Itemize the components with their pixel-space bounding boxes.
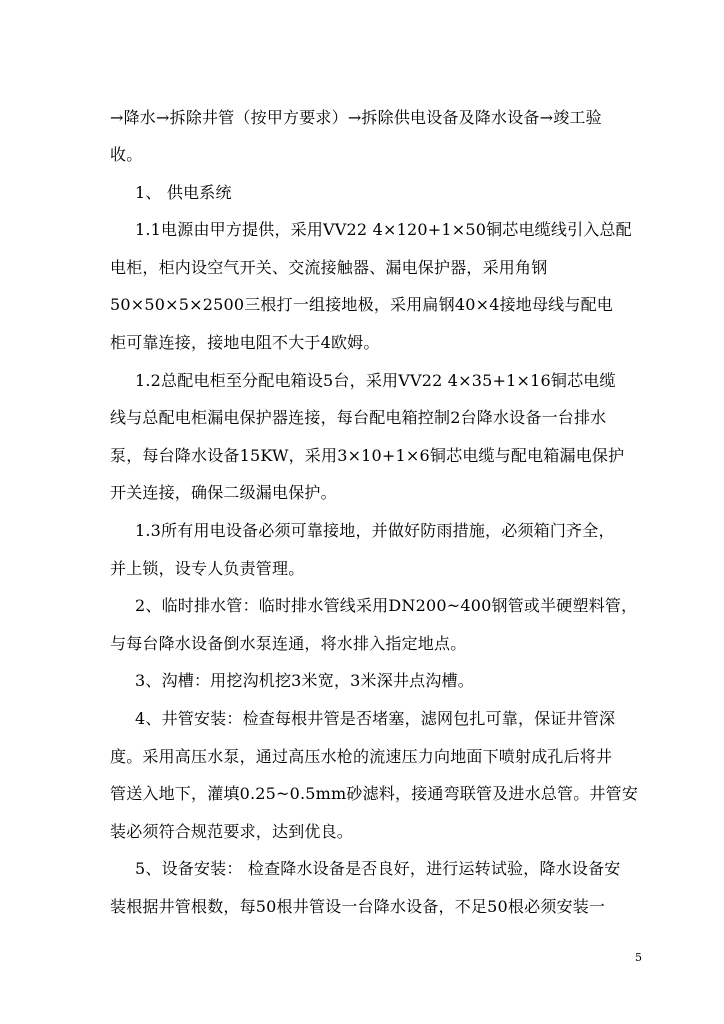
text-line: 50×50×5×2500三根打一组接地极，采用扁钢40×4接地母线与配电 [110,295,613,314]
text-line: 与每台降水设备倒水泵连通，将水排入指定地点。 [110,634,467,653]
text-line: 3、沟槽：用挖沟机挖3米宽，3米深井点沟槽。 [135,671,474,690]
text-line: 柜可靠连接，接地电阻不大于4欧姆。 [110,333,380,352]
text-line: 装必须符合规范要求，达到优良。 [110,822,354,841]
text-line: 度。采用高压水泵，通过高压水枪的流速压力向地面下喷射成孔后将井 [110,747,613,766]
text-line: 装根据井管根数，每50根井管设一台降水设备，不足50根必须安装一 [110,897,606,916]
text-line: 开关连接，确保二级漏电保护。 [110,483,337,502]
text-line: 并上锁，设专人负责管理。 [110,559,305,578]
page-number: 5 [635,951,642,964]
text-line: 4、井管安装：检查每根井管是否堵塞，滤网包扎可靠，保证井管深 [135,709,616,728]
text-line: →降水→拆除井管（按甲方要求）→拆除供电设备及降水设备→竣工验 [110,108,602,127]
text-line: 管送入地下，灌填0.25~0.5mm砂滤料，接通弯联管及进水总管。井管安 [110,784,639,803]
text-line: 5、设备安装： 检查降水设备是否良好，进行运转试验，降水设备安 [135,859,621,878]
text-line: 线与总配电柜漏电保护器连接，每台配电箱控制2台降水设备一台排水 [110,408,607,427]
section-heading: 1、 供电系统 [135,183,232,202]
text-line: 1.2总配电柜至分配电箱设5台，采用VV22 4×35+1×16铜芯电缆 [135,371,616,390]
text-line: 1.3所有用电设备必须可靠接地，并做好防雨措施，必须箱门齐全， [135,521,615,540]
text-line: 2、临时排水管：临时排水管线采用DN200~400钢管或半硬塑料管， [135,596,638,615]
text-line: 收。 [110,145,143,164]
text-line: 电柜，柜内设空气开关、交流接触器、漏电保护器，采用角钢 [110,258,548,277]
text-line: 泵，每台降水设备15KW，采用3×10+1×6铜芯电缆与配电箱漏电保护 [110,446,625,465]
text-line: 1.1电源由甲方提供，采用VV22 4×120+1×50铜芯电缆线引入总配 [135,220,632,239]
